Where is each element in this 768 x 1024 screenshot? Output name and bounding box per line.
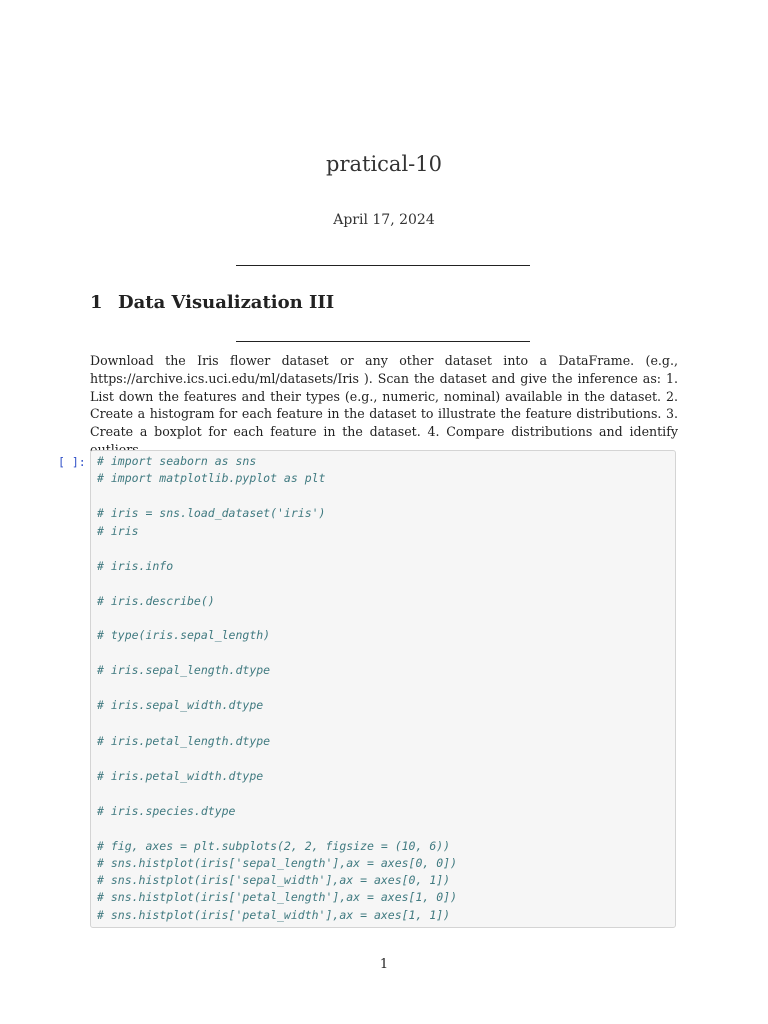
code-line: # sns.histplot(iris['sepal_length'],ax = axes[0, 0])	[97, 856, 458, 870]
document-title: pratical-10	[326, 152, 442, 176]
document-date: April 17, 2024	[333, 212, 435, 228]
code-line: # iris.info	[97, 559, 174, 573]
horizontal-rule-bottom	[236, 341, 530, 342]
code-cell[interactable]	[90, 450, 676, 928]
cell-prompt: [ ]:	[58, 455, 86, 469]
code-line: # import seaborn as sns	[97, 454, 257, 468]
section-title: Data Visualization III	[118, 292, 335, 313]
section-number: 1	[90, 292, 103, 313]
code-line: # type(iris.sepal_length)	[97, 628, 271, 642]
horizontal-rule-top	[236, 265, 530, 266]
code-line: # iris = sns.load_dataset('iris')	[97, 506, 326, 520]
code-line: # fig, axes = plt.subplots(2, 2, figsize = (10, 6))	[97, 839, 451, 853]
code-line: # iris.species.dtype	[97, 804, 236, 818]
code-line: # iris.describe()	[97, 594, 215, 608]
code-line: # iris.petal_width.dtype	[97, 769, 264, 783]
code-line: # sns.histplot(iris['petal_width'],ax = axes[1, 1])	[97, 908, 451, 922]
code-line: # iris.sepal_length.dtype	[97, 663, 271, 677]
code-line: # sns.histplot(iris['sepal_width'],ax = axes[0, 1])	[97, 873, 451, 887]
section-heading	[90, 290, 334, 316]
code-line: # import matplotlib.pyplot as plt	[97, 471, 326, 485]
code-line: # sns.histplot(iris['petal_length'],ax = axes[1, 0])	[97, 890, 458, 904]
code-line: # iris.petal_length.dtype	[97, 734, 271, 748]
page-number: 1	[379, 957, 389, 972]
code-line: # iris	[97, 524, 139, 538]
description-paragraph: Download the Iris flower dataset or any other dataset into a DataFrame. (e.g., https://archive.ics.uci.edu/ml/datasets/Iris ). Scan the dataset and give the inference as: 1. List down the features and their types (e.g., numeric, nominal) available in the dataset. 2. Create a histogram for each feature in the dataset to illustrate the feature distributions. 3. Create a boxplot for each feature in the dataset. 4. Compare distributions and identify	[90, 353, 678, 440]
code-line: # iris.sepal_width.dtype	[97, 698, 264, 712]
